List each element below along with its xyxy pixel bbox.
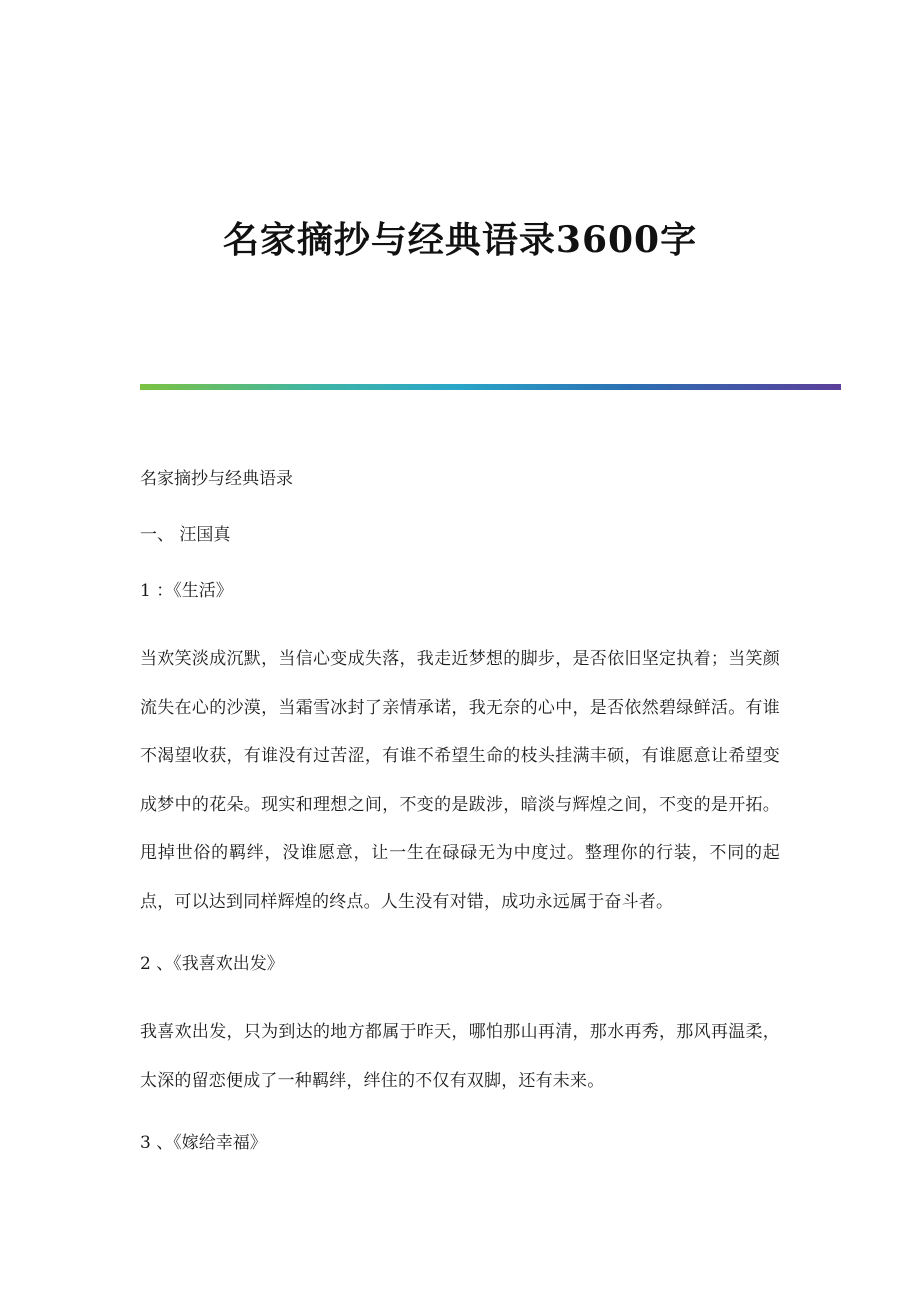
paragraph-text: 我喜欢出发，只为到达的地方都属于昨天，哪怕那山再清，那水再秀，那风再温柔，太深的留恋便成了一种羁绊，绊住的不仅有双脚，还有未来。	[140, 1022, 780, 1091]
section-heading-wang-guozhen: 一、 汪国真	[140, 525, 231, 545]
item-heading-departure: 2 、《我喜欢出发》	[140, 954, 284, 974]
title-divider	[140, 384, 841, 390]
paragraph-life	[140, 635, 780, 926]
document-title: 名家摘抄与经典语录3600字	[222, 219, 698, 261]
paragraph-text: 当欢笑淡成沉默，当信心变成失落，我走近梦想的脚步，是否依旧坚定执着；当笑颜流失在心的沙漠，当霜雪冰封了亲情承诺，我无奈的心中，是否依然碧绿鲜活。有谁不渴望收获，有谁没有过苦涩，有谁不希望生命的枝头挂满丰硕，有谁愿意让希望变成梦中的花朵。现实和理想之间，不变的是跋涉，暗淡与辉煌之间，不变的是开拓。甩掉世俗的羁绊，没谁愿意，让一生在碌碌无为中度过。整理你的行装，不同的起点，可以达到同样辉煌的终点。人生没有对错，成功永远属于奋斗者。	[140, 649, 780, 912]
item-heading-life: 1 ：《生活》	[140, 581, 233, 601]
document-body	[140, 467, 780, 1187]
item-heading-happiness: 3 、《嫁给幸福》	[140, 1133, 267, 1153]
paragraph-departure	[140, 1008, 780, 1105]
subtitle: 名家摘抄与经典语录	[140, 469, 293, 489]
